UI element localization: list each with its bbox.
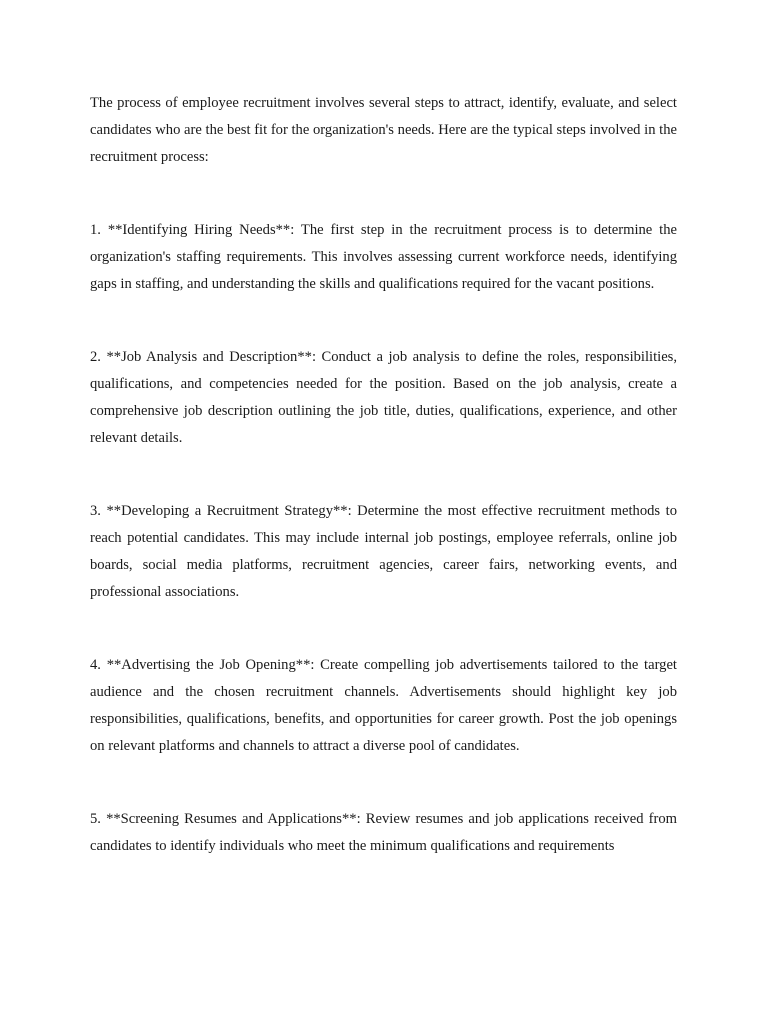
step-paragraph-5: 5. **Screening Resumes and Applications**: Review resumes and job applications received from candidates to identify individuals who meet the minimum qualifications and requirements [90,811,677,854]
step-paragraph-2: 2. **Job Analysis and Description**: Conduct a job analysis to define the roles, responsibilities, qualifications, and competencies needed for the position. Based on the job analysis, create a comprehensive job description outlining the job title, duties, qualifications, experience, and other relevant details. [90,349,677,446]
step-paragraph-1: 1. **Identifying Hiring Needs**: The first step in the recruitment process is to determine the organization's staffing requirements. This involves assessing current workforce needs, identifying gaps in staffing, and understanding the skills and qualifications required for the vacant positions. [90,222,677,292]
intro-paragraph: The process of employee recruitment involves several steps to attract, identify, evaluate, and select candidates who are the best fit for the organization's needs. Here are the typical steps involved in the recruitment process: [90,95,677,165]
step-paragraph-4: 4. **Advertising the Job Opening**: Create compelling job advertisements tailored to the target audience and the chosen recruitment channels. Advertisements should highlight key job responsibilities, qualifications, benefits, and opportunities for career growth. Post the job openings on relevant platforms and channels to attract a diverse pool of candidates. [90,657,677,754]
step-paragraph-3: 3. **Developing a Recruitment Strategy**: Determine the most effective recruitment methods to reach potential candidates. This may include internal job postings, employee referrals, online job boards, social media platforms, recruitment agencies, career fairs, networking events, and professional associations. [90,503,677,600]
document-body [90,90,677,906]
